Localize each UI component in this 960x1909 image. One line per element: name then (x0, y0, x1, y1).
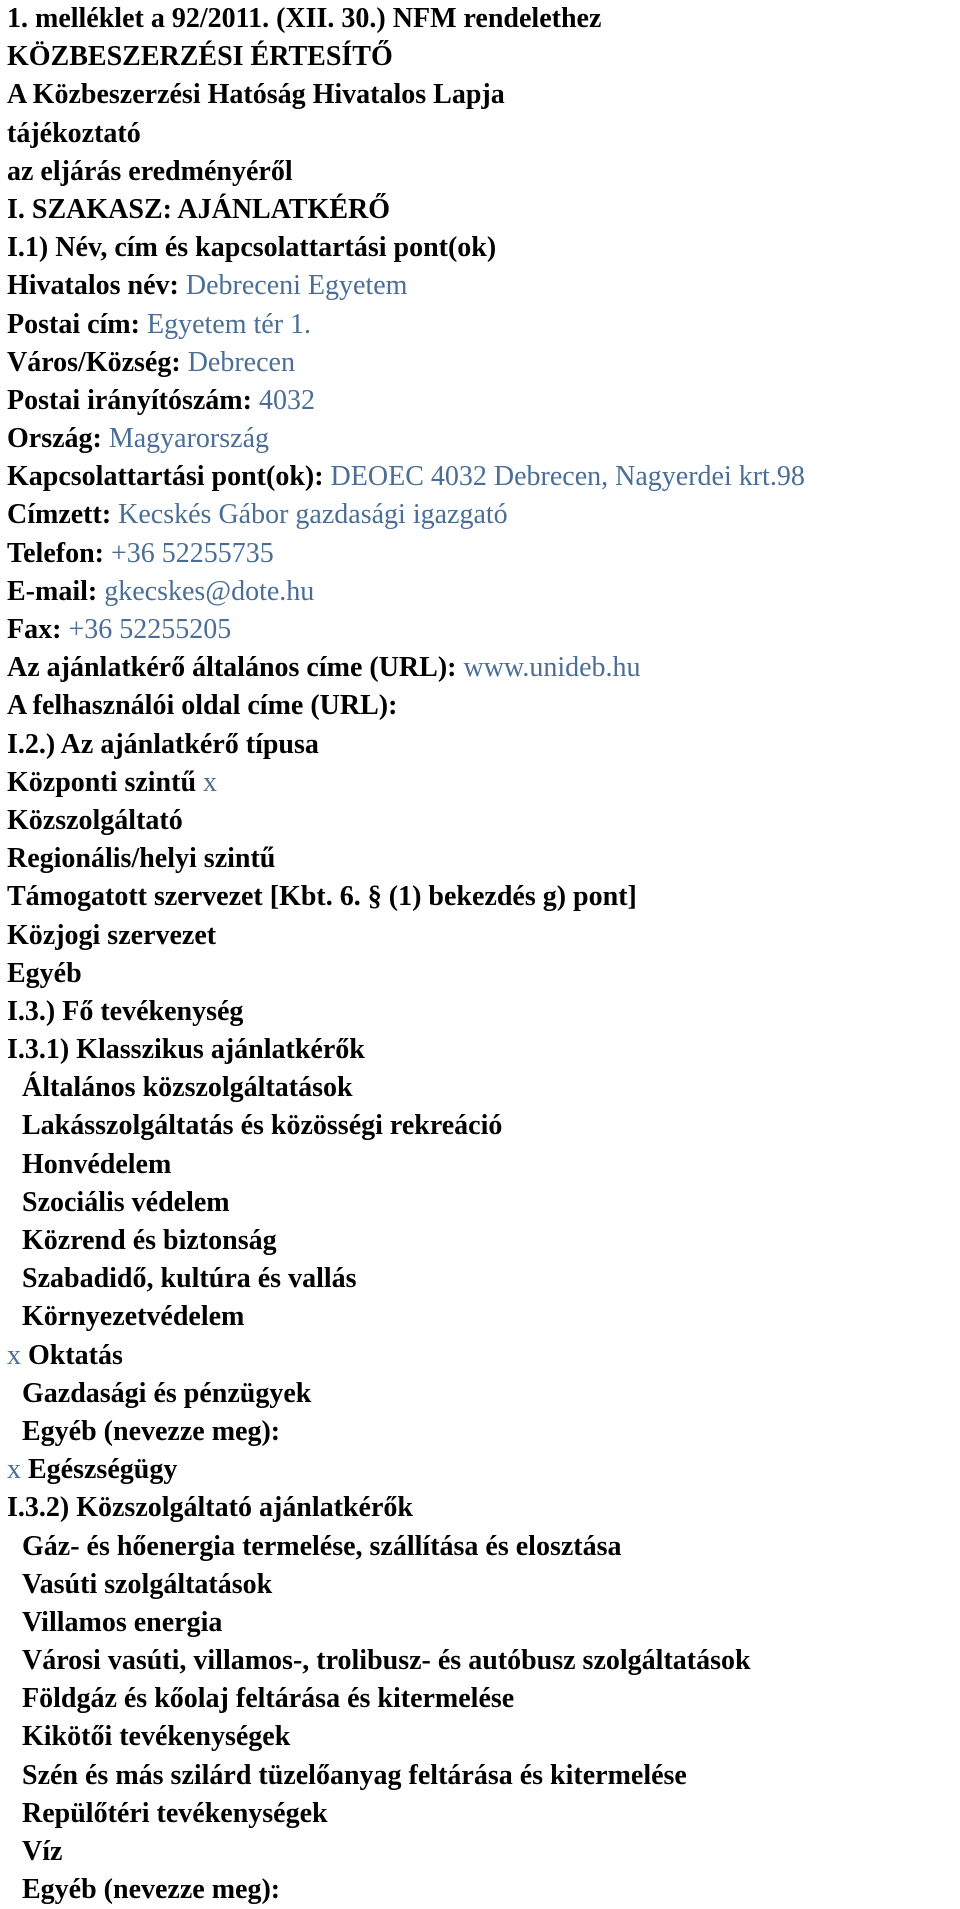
field-label: Telefon: (7, 537, 104, 569)
document-line (7, 1833, 952, 1871)
field-label: KÖZBESZERZÉSI ÉRTESÍTŐ (7, 41, 393, 73)
document-line (7, 1451, 952, 1489)
field-label: I.3.2) Közszolgáltató ajánlatkérők (7, 1492, 413, 1524)
field-label: A Közbeszerzési Hatóság Hivatalos Lapja (7, 79, 505, 111)
document-line (7, 649, 952, 687)
document-line (7, 1757, 952, 1795)
document-line (7, 1107, 952, 1145)
document-line (7, 1642, 952, 1680)
document-line (7, 1146, 952, 1184)
document-line (7, 344, 952, 382)
field-label: Szociális védelem (22, 1186, 230, 1218)
document-line (7, 840, 952, 878)
field-label: Központi szintű (7, 766, 197, 798)
field-label: E-mail: (7, 575, 98, 607)
field-label: Szén és más szilárd tüzelőanyag feltárása és kitermelése (22, 1759, 687, 1791)
field-label: I. SZAKASZ: AJÁNLATKÉRŐ (7, 193, 391, 225)
document-line (7, 382, 952, 420)
document-line (7, 115, 952, 153)
document-line (7, 993, 952, 1031)
field-value: Debrecen (187, 346, 295, 378)
document-line (7, 1604, 952, 1642)
field-label: Címzett: (7, 499, 112, 531)
document-line (7, 878, 952, 916)
document-line (7, 267, 952, 305)
field-label: Közrend és biztonság (22, 1225, 277, 1256)
document-page (7, 0, 952, 1909)
field-label: Támogatott szervezet [Kbt. 6. § (1) bekezdés g) pont] (7, 881, 637, 913)
field-label: I.1) Név, cím és kapcsolattartási pont(ok) (7, 232, 497, 264)
document-line (7, 611, 952, 649)
field-label: Általános közszolgáltatások (22, 1072, 353, 1104)
document-line (7, 1566, 952, 1604)
document-line (7, 458, 952, 496)
field-label: Postai irányítószám: (7, 384, 252, 416)
document-line (7, 1489, 952, 1527)
field-value: x (203, 766, 218, 798)
document-line (7, 535, 952, 573)
field-label: A felhasználói oldal címe (URL): (7, 690, 398, 722)
document-line (7, 229, 952, 267)
field-label: 1. melléklet a 92/2011. (XII. 30.) NFM rendelethez (7, 3, 602, 34)
field-label: Egyéb (nevezze meg): (22, 1874, 281, 1906)
document-line (7, 1680, 952, 1718)
field-label: Repülőtéri tevékenységek (22, 1797, 328, 1829)
field-label: Ország: (7, 423, 102, 455)
document-line (7, 1031, 952, 1069)
field-label: Egészségügy (28, 1454, 178, 1486)
field-label: Földgáz és kőolaj feltárása és kitermelése (22, 1683, 515, 1715)
document-line (7, 1298, 952, 1336)
document-line (7, 1222, 952, 1260)
field-label: I.3.) Fő tevékenység (7, 995, 244, 1027)
document-line (7, 1871, 952, 1909)
document-line (7, 191, 952, 229)
document-line (7, 917, 952, 955)
field-value: Debreceni Egyetem (185, 270, 408, 302)
field-label: Villamos energia (22, 1606, 223, 1638)
field-value: Egyetem tér 1. (146, 308, 312, 340)
field-label: Postai cím: (7, 308, 140, 340)
field-label: tájékoztató (7, 117, 141, 149)
field-label: Víz (22, 1836, 63, 1867)
document-line (7, 687, 952, 725)
field-label: Gazdasági és pénzügyek (22, 1377, 312, 1409)
document-line (7, 496, 952, 534)
field-value: Kecskés Gábor gazdasági igazgató (118, 499, 508, 531)
field-label: Fax: (7, 614, 62, 645)
document-line (7, 1260, 952, 1298)
document-line (7, 955, 952, 993)
field-label: Hivatalos név: (7, 270, 179, 302)
document-line (7, 38, 952, 76)
document-line (7, 1718, 952, 1756)
selection-marker: x (7, 1339, 21, 1371)
field-value: gkecskes@dote.hu (104, 575, 315, 607)
field-label: Gáz- és hőenergia termelése, szállítása és elosztása (22, 1530, 622, 1562)
document-line (7, 1795, 952, 1833)
field-value: DEOEC 4032 Debrecen, Nagyerdei krt.98 (330, 461, 805, 493)
document-line (7, 1337, 952, 1375)
field-value: +36 52255205 (68, 614, 232, 645)
field-label: Szabadidő, kultúra és vallás (22, 1263, 357, 1295)
document-line (7, 573, 952, 611)
field-label: Kapcsolattartási pont(ok): (7, 461, 324, 493)
document-line (7, 1375, 952, 1413)
field-label: Lakásszolgáltatás és közösségi rekreáció (22, 1110, 503, 1142)
field-label: Regionális/helyi szintű (7, 843, 276, 875)
document-line (7, 802, 952, 840)
field-label: Oktatás (28, 1339, 123, 1371)
document-line (7, 726, 952, 764)
document-line (7, 1069, 952, 1107)
field-label: Közszolgáltató (7, 804, 183, 836)
document-line (7, 420, 952, 458)
field-label: Az ajánlatkérő általános címe (URL): (7, 652, 457, 684)
document-line (7, 1528, 952, 1566)
field-label: I.2.) Az ajánlatkérő típusa (7, 728, 319, 760)
field-label: Vasúti szolgáltatások (22, 1568, 273, 1600)
field-label: Közjogi szervezet (7, 919, 217, 951)
document-line (7, 1184, 952, 1222)
field-value: +36 52255735 (110, 537, 274, 569)
field-value: www.unideb.hu (463, 652, 641, 684)
field-label: Város/Község: (7, 346, 181, 378)
document-line (7, 1413, 952, 1451)
document-line (7, 0, 952, 38)
document-line (7, 306, 952, 344)
field-label: Honvédelem (22, 1148, 172, 1180)
field-label: Egyéb (nevezze meg): (22, 1415, 281, 1447)
selection-marker: x (7, 1454, 21, 1486)
field-label: Környezetvédelem (22, 1301, 245, 1333)
field-label: az eljárás eredményéről (7, 155, 293, 187)
field-value: Magyarország (108, 423, 270, 455)
document-line (7, 764, 952, 802)
field-label: Városi vasúti, villamos-, trolibusz- és autóbusz szolgáltatások (22, 1645, 751, 1677)
document-line (7, 153, 952, 191)
document-line (7, 76, 952, 114)
field-label: I.3.1) Klasszikus ajánlatkérők (7, 1034, 365, 1066)
field-value: 4032 (258, 384, 315, 416)
field-label: Egyéb (7, 957, 82, 989)
field-label: Kikötői tevékenységek (22, 1721, 291, 1753)
